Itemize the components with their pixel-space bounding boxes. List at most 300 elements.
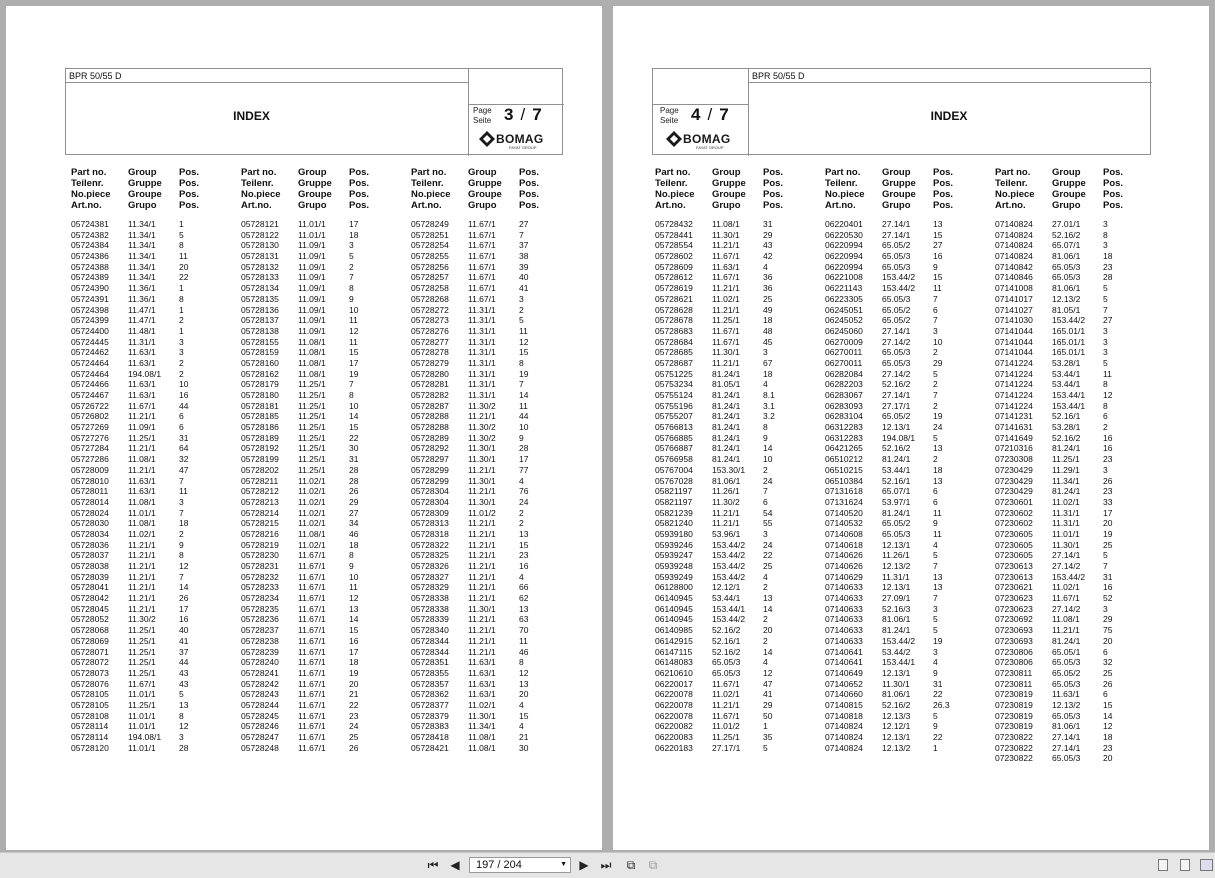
index-row (655, 219, 803, 230)
index-row (655, 422, 803, 433)
position-number: 22 (933, 732, 943, 742)
group-number: 65.05/2 (882, 411, 911, 422)
page-number: 4 / 7 (691, 105, 730, 124)
group-number: 65.05/3 (1052, 272, 1081, 283)
group-number: 81.06/1 (1052, 283, 1081, 294)
position-number: 63 (519, 614, 529, 625)
index-row (241, 529, 389, 540)
index-row (655, 230, 803, 241)
index-row (411, 219, 559, 230)
position-number: 24 (349, 721, 359, 732)
index-row (411, 636, 559, 647)
group-number: 27.14/2 (1052, 561, 1081, 571)
group-number: 81.05/1 (1052, 304, 1081, 315)
index-row (71, 476, 219, 487)
group-number: 81.06/1 (712, 475, 741, 486)
part-number: 05728122 (241, 229, 279, 240)
part-number: 05728279 (411, 357, 449, 368)
index-row (241, 593, 389, 604)
index-row (825, 358, 973, 369)
index-row (825, 582, 973, 593)
index-row (995, 540, 1143, 551)
group-number: 11.31/1 (128, 336, 156, 347)
index-row (71, 369, 219, 380)
index-row (825, 379, 973, 390)
page-number: 3 / 7 (504, 105, 543, 124)
part-number: 05728132 (241, 261, 279, 272)
position-number: 9 (763, 432, 768, 443)
index-row (411, 550, 559, 561)
index-row (995, 219, 1143, 230)
part-number: 05728108 (71, 710, 109, 721)
position-number: 10 (933, 336, 943, 347)
group-number: 11.29/1 (1052, 464, 1080, 475)
group-number: 11.67/1 (298, 625, 326, 636)
part-number: 05728441 (655, 229, 693, 240)
index-row (825, 721, 973, 732)
index-row (825, 411, 973, 422)
group-number: 11.67/1 (712, 336, 740, 347)
part-number: 05821239 (655, 507, 693, 518)
group-number: 11.02/1 (712, 293, 740, 304)
part-number: 05728042 (71, 593, 109, 604)
part-number: 07230613 (995, 561, 1033, 571)
part-number: 07230602 (995, 518, 1033, 529)
part-number: 07230822 (995, 742, 1033, 753)
part-number: 06220078 (655, 689, 693, 700)
group-number: 11.01/1 (128, 710, 156, 721)
part-number: 05728273 (411, 315, 449, 326)
index-row (411, 679, 559, 690)
chevron-down-icon: ▼ (560, 861, 567, 868)
position-number: 23 (349, 710, 359, 721)
index-row (411, 647, 559, 658)
index-row (71, 401, 219, 412)
group-number: 11.09/1 (298, 283, 326, 294)
index-row (995, 401, 1143, 412)
group-number: 11.02/1 (298, 518, 326, 529)
index-row (825, 401, 973, 412)
index-row (411, 315, 559, 326)
group-number: 65.05/3 (882, 357, 911, 368)
part-number: 05728299 (411, 475, 449, 486)
index-row (241, 561, 389, 572)
part-number: 07230819 (995, 689, 1033, 700)
part-number: 07141044 (995, 325, 1033, 336)
position-number: 8 (1103, 229, 1108, 240)
part-number: 05728304 (411, 486, 449, 497)
group-number: 11.30/1 (468, 603, 496, 614)
position-number: 8.1 (763, 390, 775, 400)
position-number: 3 (763, 347, 768, 358)
index-row (71, 230, 219, 241)
group-number: 81.06/1 (1052, 251, 1081, 262)
part-number: 05728272 (411, 304, 449, 315)
column-header: No.piece Groupe Pos. (825, 189, 954, 200)
position-number: 12 (349, 593, 359, 604)
position-number: 37 (519, 240, 529, 251)
continuous-icon[interactable] (1180, 859, 1190, 871)
part-number: 07230623 (995, 593, 1033, 604)
group-number: 11.21/1 (468, 539, 496, 550)
position-number: 29 (349, 496, 359, 507)
part-number: 07141631 (995, 422, 1033, 433)
last-page-icon[interactable]: ⏭ (600, 858, 612, 872)
position-number: 25 (349, 732, 359, 742)
part-number: 05728338 (411, 593, 449, 604)
index-row (411, 411, 559, 422)
position-number: 28 (349, 464, 359, 475)
part-number: 05728240 (241, 657, 279, 668)
part-number: 05728114 (71, 732, 109, 742)
group-number: 65.05/2 (882, 240, 911, 251)
part-number: 05728255 (411, 251, 449, 262)
position-number: 5 (933, 368, 938, 379)
position-number: 13 (763, 593, 773, 604)
index-row (241, 294, 389, 305)
position-number: 37 (179, 646, 189, 657)
part-number: 07141030 (995, 315, 1033, 326)
position-number: 26 (349, 742, 359, 753)
part-number: 05728288 (411, 422, 449, 433)
first-page-icon[interactable]: ⏮ (427, 858, 439, 872)
index-row (655, 347, 803, 358)
group-number: 65.05/3 (1052, 710, 1081, 721)
part-number: 05728421 (411, 742, 449, 753)
part-number: 07230429 (995, 486, 1033, 497)
group-number: 11.21/1 (468, 561, 496, 571)
part-number: 06282084 (825, 368, 863, 379)
part-number: 05728155 (241, 336, 279, 347)
column-header: Teilenr. Gruppe Pos. (655, 178, 784, 189)
position-number: 15 (933, 272, 943, 283)
part-number: 07141224 (995, 368, 1033, 379)
column-header: Part no. Group Pos. (995, 167, 1124, 178)
part-number: 05728231 (241, 561, 279, 571)
position-number: 8 (1103, 379, 1108, 390)
group-number: 11.21/1 (468, 571, 496, 582)
part-number: 06421265 (825, 443, 863, 454)
group-number: 11.21/1 (468, 528, 496, 539)
index-row (411, 283, 559, 294)
part-number: 05728362 (411, 689, 449, 700)
part-number: 07230613 (995, 571, 1033, 582)
index-row (655, 454, 803, 465)
index-row (411, 561, 559, 572)
part-number: 07140824 (825, 721, 863, 732)
position-number: 18 (1103, 732, 1113, 742)
index-row (71, 272, 219, 283)
index-row (655, 593, 803, 604)
part-number: 07230602 (995, 507, 1033, 518)
position-number: 9 (349, 293, 354, 304)
part-number: 07230605 (995, 550, 1033, 561)
group-number: 11.21/1 (128, 593, 156, 604)
group-number: 11.09/1 (128, 422, 156, 433)
index-row (655, 497, 803, 508)
position-number: 31 (349, 454, 359, 465)
column-header: Art.no. Grupo Pos. (655, 200, 784, 211)
column-header: No.piece Groupe Pos. (411, 189, 540, 200)
position-number: 5 (1103, 293, 1108, 304)
group-number: 153.44/2 (882, 272, 916, 283)
index-row (241, 262, 389, 273)
index-row (241, 219, 389, 230)
position-number: 9 (933, 721, 938, 732)
group-number: 11.31/1 (468, 347, 496, 358)
group-number: 27.14/1 (882, 390, 911, 400)
index-row (71, 518, 219, 529)
index-row (71, 379, 219, 390)
index-row (825, 625, 973, 636)
index-row (71, 422, 219, 433)
index-row (241, 636, 389, 647)
index-row (655, 582, 803, 593)
index-row (241, 443, 389, 454)
group-number: 52.16/2 (882, 379, 911, 390)
part-number: 06312283 (825, 422, 863, 433)
group-number: 11.63/1 (468, 667, 496, 678)
part-number: 07140633 (825, 593, 863, 604)
index-row (241, 251, 389, 262)
position-number: 19 (933, 635, 943, 646)
part-number: 05728619 (655, 283, 693, 294)
group-number: 11.67/1 (712, 325, 740, 336)
single-page-icon[interactable] (1158, 859, 1168, 871)
group-number: 27.14/1 (882, 325, 911, 336)
part-number: 07230621 (995, 582, 1033, 593)
group-number: 11.08/1 (1052, 614, 1080, 625)
group-number: 53.44/1 (712, 593, 741, 604)
part-number: 05766887 (655, 443, 693, 454)
group-number: 65.05/3 (712, 657, 741, 668)
group-number: 52.16/2 (1052, 229, 1081, 240)
position-number: 44 (179, 657, 189, 668)
index-row (411, 593, 559, 604)
group-number: 12.13/2 (882, 561, 911, 571)
index-row (655, 711, 803, 722)
part-number: 05728052 (71, 614, 109, 625)
index-row (995, 582, 1143, 593)
index-row (71, 326, 219, 337)
two-page-icon[interactable] (1200, 859, 1213, 871)
group-number: 65.07/1 (1052, 240, 1081, 251)
part-number: 06245051 (825, 304, 863, 315)
part-number: 05728238 (241, 635, 279, 646)
part-number: 06220183 (655, 742, 693, 753)
page-number-select[interactable]: 197 / 204 ▼ (469, 857, 571, 873)
part-number: 07141224 (995, 390, 1033, 400)
group-number: 11.67/1 (712, 251, 740, 262)
index-row (71, 433, 219, 444)
part-number: 05728181 (241, 400, 279, 411)
part-number: 05755196 (655, 400, 693, 411)
index-row (995, 508, 1143, 519)
group-number: 12.13/3 (882, 710, 911, 721)
group-number: 11.02/1 (298, 496, 326, 507)
position-number: 62 (519, 593, 529, 604)
group-number: 12.13/2 (882, 742, 911, 753)
next-page-icon[interactable]: ▶ (579, 858, 589, 872)
position-number: 9 (933, 261, 938, 272)
position-number: 16 (1103, 432, 1113, 443)
group-number: 12.13/2 (1052, 293, 1081, 304)
group-number: 12.13/1 (882, 667, 911, 678)
position-number: 1 (763, 721, 768, 732)
group-number: 65.05/1 (1052, 646, 1081, 657)
fit-icon[interactable]: ⧉ (626, 858, 636, 872)
index-row (655, 294, 803, 305)
part-number: 05728383 (411, 721, 449, 732)
group-number: 165.01/1 (1052, 325, 1086, 336)
position-number: 76 (519, 486, 529, 497)
group-number: 11.30/1 (468, 710, 496, 721)
group-number: 81.24/1 (712, 390, 741, 400)
part-number: 05728292 (411, 443, 449, 454)
part-number: 06221143 (825, 283, 863, 294)
prev-page-icon[interactable]: ◀ (450, 858, 460, 872)
group-number: 11.67/1 (298, 582, 326, 593)
index-row (825, 283, 973, 294)
position-number: 8 (179, 710, 184, 721)
part-number: 05728186 (241, 422, 279, 433)
part-number: 06220078 (655, 699, 693, 710)
part-number: 05724389 (71, 272, 109, 283)
part-number: 05821240 (655, 518, 693, 529)
group-number: 11.34/1 (128, 251, 156, 262)
thumbnail-icon[interactable]: ⧉ (648, 858, 658, 872)
index-row (241, 625, 389, 636)
index-row (655, 721, 803, 732)
position-number: 2 (933, 400, 938, 411)
part-number: 05728621 (655, 293, 693, 304)
bomag-logo-icon (666, 131, 682, 147)
part-number: 05728131 (241, 251, 279, 262)
group-number: 11.21/1 (712, 507, 740, 518)
part-number: 05728211 (241, 475, 279, 486)
group-number: 65.07/1 (882, 486, 911, 497)
position-number: 15 (349, 422, 359, 433)
part-number: 07140846 (995, 272, 1033, 283)
part-number: 05728216 (241, 528, 279, 539)
position-number: 54 (763, 507, 773, 518)
position-number: 5 (933, 432, 938, 443)
group-number: 81.24/1 (1052, 443, 1081, 454)
index-row (411, 305, 559, 316)
position-number: 10 (763, 454, 773, 465)
index-row (241, 369, 389, 380)
group-number: 27.14/2 (882, 368, 911, 379)
index-row (241, 721, 389, 732)
part-number: 07140633 (825, 603, 863, 614)
index-row (411, 518, 559, 529)
group-number: 153.30/1 (712, 464, 746, 475)
index-row (995, 230, 1143, 241)
column-header: Teilenr. Gruppe Pos. (241, 178, 370, 189)
part-number: 07140824 (995, 240, 1033, 251)
position-number: 5 (763, 742, 768, 753)
part-number: 07230429 (995, 464, 1033, 475)
position-number: 7 (763, 486, 768, 497)
part-number: 07230811 (995, 667, 1033, 678)
index-row (241, 230, 389, 241)
position-number: 23 (519, 550, 529, 561)
index-row (655, 518, 803, 529)
part-number: 05728678 (655, 315, 693, 326)
group-number: 11.67/1 (298, 593, 326, 604)
index-row (241, 433, 389, 444)
part-number: 05728281 (411, 379, 449, 390)
group-number: 11.67/1 (298, 561, 326, 571)
index-row (825, 272, 973, 283)
part-number: 06282203 (825, 379, 863, 390)
index-row (71, 347, 219, 358)
index-row (241, 390, 389, 401)
position-number: 14 (1103, 710, 1113, 721)
part-number: 06270009 (825, 336, 863, 347)
position-number: 15 (349, 347, 359, 358)
part-number: 05939247 (655, 550, 693, 561)
position-number: 2 (519, 507, 524, 518)
part-number: 07141224 (995, 357, 1033, 368)
index-row (411, 711, 559, 722)
group-number: 11.34/1 (468, 721, 496, 732)
position-number: 26 (1103, 475, 1113, 486)
position-number: 18 (349, 539, 359, 550)
index-row (825, 679, 973, 690)
group-number: 11.08/1 (468, 742, 496, 753)
part-number: 05728189 (241, 432, 279, 443)
group-number: 11.21/1 (128, 603, 156, 614)
part-number: 07140629 (825, 571, 863, 582)
group-number: 11.21/1 (468, 518, 496, 529)
column-header: No.piece Groupe Pos. (995, 189, 1124, 200)
group-number: 11.21/1 (468, 593, 496, 604)
part-number: 07140824 (995, 219, 1033, 229)
index-row (995, 657, 1143, 668)
group-number: 27.14/1 (882, 229, 911, 240)
group-number: 11.21/1 (468, 625, 496, 636)
index-row (995, 315, 1143, 326)
index-row (655, 636, 803, 647)
position-number: 7 (349, 379, 354, 390)
group-number: 81.24/1 (882, 507, 911, 518)
position-number: 2 (1103, 422, 1108, 433)
position-number: 13 (519, 528, 529, 539)
position-number: 28 (179, 742, 189, 753)
position-number: 13 (933, 582, 943, 593)
column-header: Part no. Group Pos. (825, 167, 954, 178)
index-row (655, 272, 803, 283)
column-header: Teilenr. Gruppe Pos. (71, 178, 200, 189)
group-number: 11.30/1 (882, 678, 910, 689)
index-row (655, 315, 803, 326)
position-number: 11 (1103, 368, 1112, 379)
group-number: 153.44/2 (882, 283, 916, 294)
group-number: 11.67/1 (298, 689, 326, 700)
index-row (995, 700, 1143, 711)
part-number: 07230692 (995, 614, 1033, 625)
part-number: 05728038 (71, 561, 109, 571)
index-row (241, 305, 389, 316)
position-number: 6 (763, 496, 768, 507)
group-number: 11.02/1 (298, 486, 326, 497)
column-header: Part no. Group Pos. (71, 167, 200, 178)
position-number: 22 (763, 550, 773, 561)
part-number: 05727276 (71, 432, 109, 443)
index-row (241, 689, 389, 700)
position-number: 19 (519, 368, 529, 379)
